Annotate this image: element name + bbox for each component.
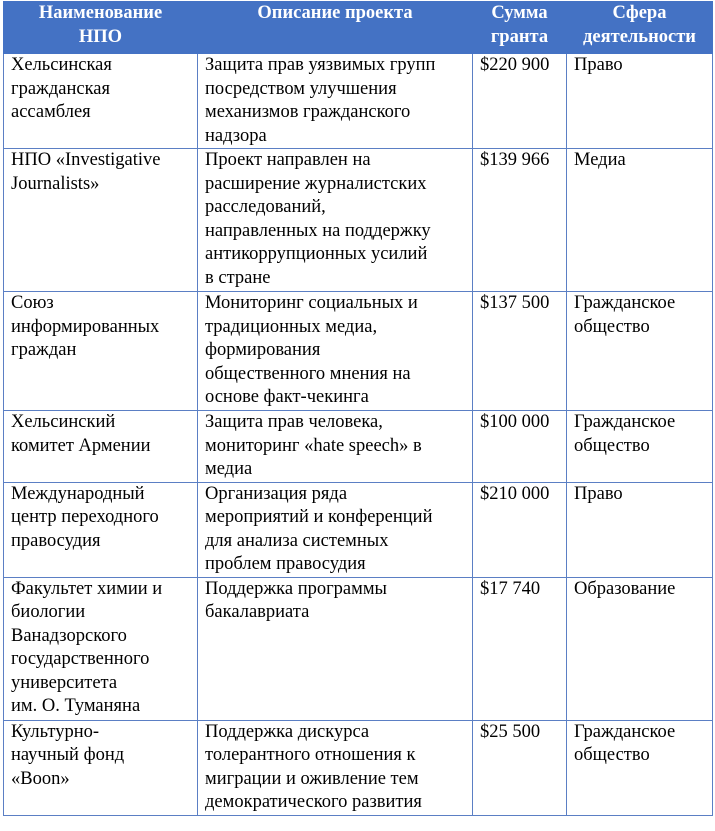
cell-amount: $139 966 <box>473 149 567 292</box>
cell-amount: $17 740 <box>473 577 567 720</box>
cell-ngo-name: Культурно- научный фонд «Boon» <box>4 720 198 815</box>
cell-amount: $137 500 <box>473 292 567 411</box>
header-grant-amount: Сумма гранта <box>473 2 567 54</box>
cell-sphere: Право <box>567 54 713 149</box>
cell-amount: $100 000 <box>473 411 567 483</box>
cell-ngo-name: Хельсинский комитет Армении <box>4 411 198 483</box>
table-row <box>4 577 713 720</box>
cell-amount: $220 900 <box>473 54 567 149</box>
cell-ngo-name: Факультет химии и биологии Ванадзорского государственного университета им. О. Туманяна <box>4 577 198 720</box>
cell-ngo-name: Союз информированных граждан <box>4 292 198 411</box>
table-row <box>4 720 713 815</box>
table-row <box>4 411 713 483</box>
cell-description: Защита прав человека, мониторинг «hate speech» в медиа <box>198 411 473 483</box>
cell-sphere: Гражданское общество <box>567 720 713 815</box>
cell-description: Мониторинг социальных и традиционных медиа, формирования общественного мнения на основе факт-чекинга <box>198 292 473 411</box>
cell-sphere: Медиа <box>567 149 713 292</box>
cell-sphere: Гражданское общество <box>567 292 713 411</box>
cell-ngo-name: Хельсинская гражданская ассамблея <box>4 54 198 149</box>
table-header-row <box>4 2 713 54</box>
cell-description: Защита прав уязвимых групп посредством улучшения механизмов гражданского надзора <box>198 54 473 149</box>
header-project-description: Описание проекта <box>198 2 473 54</box>
cell-description: Поддержка дискурса толерантного отношения к миграции и оживление тем демократического развития <box>198 720 473 815</box>
cell-amount: $210 000 <box>473 482 567 577</box>
header-ngo-name: Наименование НПО <box>4 2 198 54</box>
cell-ngo-name: НПО «Investigative Journalists» <box>4 149 198 292</box>
grants-table <box>3 1 713 816</box>
cell-description: Поддержка программы бакалавриата <box>198 577 473 720</box>
cell-description: Проект направлен на расширение журналистских расследований, направленных на поддержку антикоррупционных усилий в стране <box>198 149 473 292</box>
table-row <box>4 292 713 411</box>
cell-description: Организация ряда мероприятий и конференций для анализа системных проблем правосудия <box>198 482 473 577</box>
table-row <box>4 54 713 149</box>
cell-amount: $25 500 <box>473 720 567 815</box>
table-row <box>4 482 713 577</box>
cell-sphere: Гражданское общество <box>567 411 713 483</box>
table-row <box>4 149 713 292</box>
header-sphere: Сфера деятельности <box>567 2 713 54</box>
cell-sphere: Образование <box>567 577 713 720</box>
cell-ngo-name: Международный центр переходного правосудия <box>4 482 198 577</box>
cell-sphere: Право <box>567 482 713 577</box>
